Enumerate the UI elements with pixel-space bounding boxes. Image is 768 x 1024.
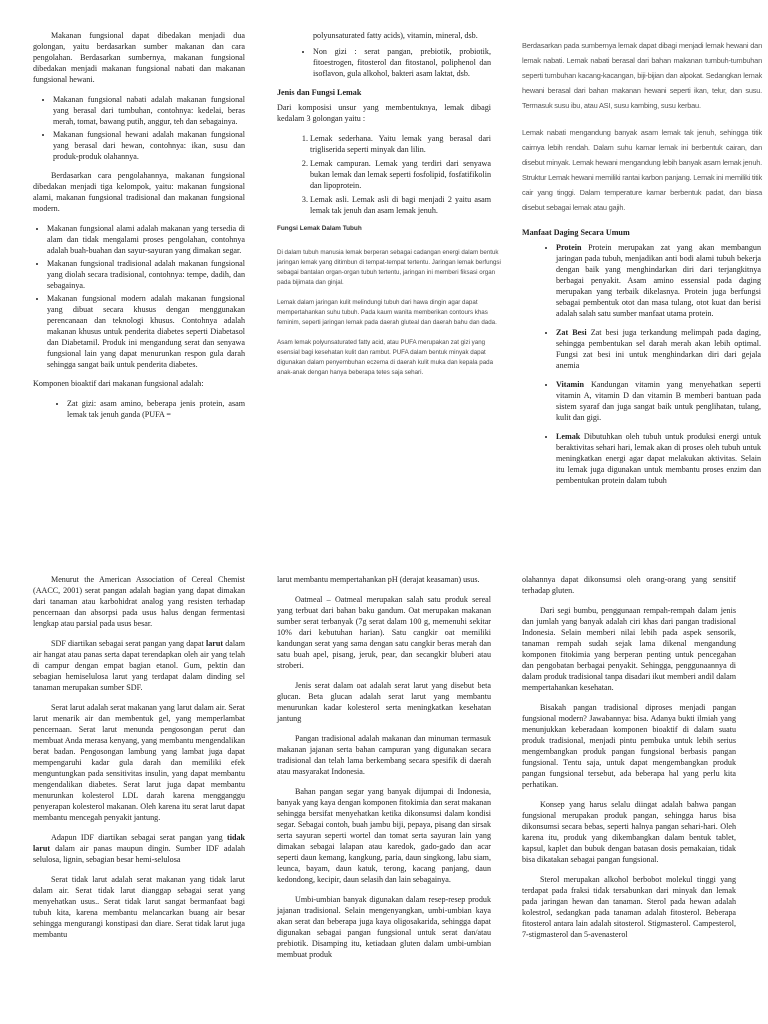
text-run: dalam air panas maupun dingin. Sumber IDF adalah selulosa, lignin, sebagian besar hemi-selulosa xyxy=(33,844,245,864)
scan-paragraph: Di dalam tubuh manusia lemak berperan sebagai cadangan energi dalam bentuk jaringan lemak yang ditimbun di tempat-tempat tertentu. Jaringan lemak berfungsi sebagai bantalan organ-organ tubuh tertentu, jaringan ini memberi fiksasi organ pada bijimata dan ginjal. xyxy=(277,249,501,286)
paragraph: Umbi-umbian banyak digunakan dalam resep-resep produk jajanan tradisional. Selain mengenyangkan, umbi-umbian kaya akan serat dan beberapa juga kaya oligosakarida, sehingga dapat digunakan sebagai pangan fungsional untuk serat dan/atau prebiotik. Disamping itu, ketiadaan gluten dalam umbi-umbian membuat produk xyxy=(277,895,491,959)
paragraph: Bisakah pangan tradisional diproses menjadi pangan fungsional modern? Jawabannya: bisa. Adanya bukti ilmiah yang menunjukkan keberadaan komponen bioaktif di dalam suatu produk tradisional, menjadi pintu pembuka untuk lebih serius mengembangkan produk pangan fungsional berbasis pangan fungsional. Tentu saja, untuk dapat mengembangkan produk pangan fungsional tersebut, ada beberapa hal yang perlu kita perhatikan. xyxy=(522,703,736,789)
list-item: • Non gizi : serat pangan, prebiotik, probiotik, fitoestrogen, fitosterol dan fitostanol, poliphenol dan isoflavon, gula alkohol, bakteri asam laktat, dsb. xyxy=(313,46,491,79)
text-run: SDF diartikan sebagai serat pangan yang dapat xyxy=(51,639,206,648)
paragraph: Komponen bioaktif dari makanan fungsional adalah: xyxy=(33,379,204,388)
list-item: • Makanan fungsional modern adalah makanan fungsional yang dibuat secara khusus dengan menggunakan perencanaan dan teknologi khusus. Contohnya adalah makanan khusus untuk penderita diabetes seperti Diabetasol dan Diabetamil. Produk ini mengandung serat dan senyawa fungsional lain yang dapat menurunkan respon gula darah sehingga sangat baik untuk penderita diabetes. xyxy=(47,293,245,370)
bullet-list xyxy=(33,94,245,162)
scan-title: Fungsi Lemak Dalam Tubuh xyxy=(277,225,362,232)
paragraph: Makanan fungsional dapat dibedakan menjadi dua golongan, yaitu berdasarkan sumber makanan dan cara pengolahan. Berdasarkan sumbernya, makanan fungsional dibedakan menjadi makanan fungsional nabati dan makanan fungsional hewani. xyxy=(33,31,245,84)
item-text: Kandungan vitamin yang menyehatkan seperti vitamin A, vitamin D dan vitamin B memberi bantuan pada sistem syaraf dan juga sangat baik untuk penglihatan, tulang, kulit dan gigi. xyxy=(556,380,762,422)
bullet-list xyxy=(33,223,245,370)
document-page-bottom xyxy=(0,512,768,1024)
top-column-3 xyxy=(522,38,762,494)
item-term: Protein xyxy=(556,243,582,252)
scan-paragraph: Asam lemak polyunsaturated fatty acid, atau PUFA merupakan zat gizi yang esensial bagi kesehatan kulit dan rambut. PUFA dalam bentuk minyak dapat digunakan dalam penyembuhan eczema di daerah kulit muka dan kepala pada anak-anak dengan hanya beberapa tetes saja sehari. xyxy=(277,339,494,376)
paragraph: Jenis serat dalam oat adalah serat larut yang disebut beta glucan. Beta glucan adalah serat larut yang membantu menurunkan kadar kolesterol serta meningkatkan kesehatan jantung xyxy=(277,681,491,723)
scanned-excerpt xyxy=(277,224,509,378)
text-run: Adapun IDF diartikan sebagai serat pangan yang xyxy=(51,833,227,842)
paragraph: Oatmeal – Oatmeal merupakan salah satu produk sereal yang terbuat dari bahan baku gandum. Oat merupakan makanan sumber serat terbanyak (7g serat dalam 100 g, memenuhi sekitar 10% dari kebutuhan harian). Satu cangkir oat memiliki kandungan serat yang sama dengan satu cangkir beras merah dan satu buah apel, pisang, jeruk, pear, dan secangkir bluberi atau stroberi. xyxy=(277,595,491,670)
emphasis: larut xyxy=(205,639,224,648)
paragraph: Menurut the American Association of Cereal Chemist (AACC, 2001) serat pangan adalah bagian yang dapat dimakan dari tanaman atau karbohidrat analog yang resisten terhadap pencernaan dan absorpsi pada usus halus dengan fermentasi lengkap atau parsial pada usus besar. xyxy=(33,575,245,628)
emphasis: tidak larut xyxy=(33,833,245,853)
item-text: Zat besi juga terkandung melimpah pada daging, sehingga pembentukan sel darah merah akan lebih optimal. Fungsi zat besi ini untuk menghindarkan diri dari gejala anemia xyxy=(556,328,761,370)
bottom-column-2 xyxy=(277,574,491,969)
bottom-column-3 xyxy=(522,574,736,949)
paragraph: Sterol merupakan alkohol berbobot molekul tinggi yang terdapat pada fraksi tidak tersabunkan dari minyak dan lemak pada jaringan hewan dan tanaman. Sterol pada hewan adalah kolestrol, sedangkan pada tanaman adalah fitosterol. Beberapa fitosterol antara lain adalah sitosterol. Stigmasterol. Campesterol, 7-stigmasterol dan 5-avenasterol xyxy=(522,875,736,939)
list-item: • Zat gizi: asam amino, beberapa jenis protein, asam lemak tak jenuh ganda (PUFA = xyxy=(67,398,245,420)
paragraph: Berdasarkan cara pengolahannya, makanan fungsional dibedakan menjadi tiga kelompok, yaitu: makanan fungsional alami, makanan fungsional tradisional dan makanan fungsional modern. xyxy=(33,171,245,213)
list-item: 2. Lemak campuran. Lemak yang terdiri dari senyawa bukan lemak dan lemak seperti fosfolipid, fosfatifikolin dan lipoprotein. xyxy=(310,158,491,191)
numbered-list xyxy=(277,133,491,216)
paragraph: Serat larut adalah serat makanan yang larut dalam air. Serat larut menarik air dan membentuk gel, yang memperlambat pencernaan. Serat larut menunda pengosongan perut dan membuat Anda merasa kenyang, yang membantu mengendalikan berat badan. Pengosongan lambung yang lambat juga dapat mempengaruhi kadar gula darah dan memiliki efek menguntungkan pada sensitivitas insulin, yang dapat membantu mengendalikan diabetes. Serat larut juga dapat membantu menurunkan kolesterol LDL darah karena mengganggu penyerapan kolesterol makanan. Oleh karena itu serat larut dapat membantu mencegah penyakit jantung. xyxy=(33,703,245,822)
top-column-1 xyxy=(33,30,245,428)
paragraph: Serat tidak larut adalah serat makanan yang tidak larut dalam air. Serat tidak larut dianggap sebagai serat yang menyehatkan usus.. Serat tidak larut sangat bermanfaat bagi tubuh kita, karena membantu melancarkan buang air besar sehingga mengurangi konstipasi dan diare. Serat tidak larut juga membantu xyxy=(33,875,245,939)
item-term: Zat Besi xyxy=(556,328,587,337)
list-item xyxy=(556,379,761,423)
scanned-excerpt xyxy=(522,38,762,215)
scan-paragraph: Lemak nabati mengandung banyak asam lemak tak jenuh, sehingga titik cairnya lebih rendah. Dalam suhu kamar lemak ini berbentuk cairan, dan disebut minyak. Lemak hewani mengandung lebih banyak asam lemak jenuh. Struktur Lemak hewani memiliki rantai karbon panjang. Lemak ini memiliki titik cair yang tinggi. Dalam temperature kamar berbentuk padat, dan biasa disebut sebagai lemak atau gajih. xyxy=(522,128,762,212)
list-item xyxy=(556,431,761,486)
section-heading: Manfaat Daging Secara Umum xyxy=(522,228,630,237)
paragraph: Konsep yang harus selalu diingat adalah bahwa pangan fungsional merupakan produk pangan, sehingga harus bisa dikonsumsi secara bebas, seperti halnya pangan sehari-hari. Oleh karena itu, produk yang dikembangkan dalam bentuk tablet, kapsul, kaplet dan bubuk dengan batasan dosis pemakaian, tidak bisa dikatakan sebagai pangan fungsional. xyxy=(522,800,736,864)
list-item: • Makanan fungsional alami adalah makanan yang tersedia di alam dan tidak mengalami proses pengolahan, contohnya adalah buah-buahan dan sayur-sayuran yang dimakan segar. xyxy=(47,223,245,256)
section-heading: Jenis dan Fungsi Lemak xyxy=(277,88,362,97)
item-term: Vitamin xyxy=(556,380,585,389)
item-term: Lemak xyxy=(556,432,581,441)
list-item: • Makanan fungsional nabati adalah makanan fungsional yang berasal dari tumbuhan, contohnya: kedelai, beras merah, tomat, bawang putih, anggur, teh dan sebagainya. xyxy=(53,94,245,127)
paragraph xyxy=(33,638,245,693)
paragraph: Pangan tradisional adalah makanan dan minuman termasuk makanan jajanan serta bahan campuran yang digunakan secara tradisional dan telah lama berkembang secara spesifik di daerah atau masyarakat Indonesia. xyxy=(277,734,491,776)
text-run: dalam air hangat atau panas serta dapat terendapkan oleh air yang telah di campur dengan empat bagian etanol. Gum, pektin dan sebagian hemiselulosa larut yang terdapat dalam dinding sel tanaman merupakan sumber SDF. xyxy=(33,639,245,692)
paragraph: Bahan pangan segar yang banyak dijumpai di Indonesia, banyak yang kaya dengan komponen fitokimia dan serat makanan sehingga bersifat menyehatkan ketika dikonsumsi dalam kondisi segar. Sebagai contoh, buah jambu biji, pepaya, pisang dan sirsak serta sayuran seperti wortel dan tomat serta sayuran lain yang dimakan sebagai lalapan atau karedok, gado-gado dan acar seperti daun kemang, kangkung, paria, daun singkong, labu siam, leunca, bayam, daun katuk, terong, kacang panjang, daun kedondong, kecipir, daun selasih dan lain sebagainya. xyxy=(277,787,491,884)
top-column-2 xyxy=(277,30,501,388)
paragraph: Dari komposisi unsur yang membentuknya, lemak dibagi kedalam 3 golongan yaitu : xyxy=(277,103,491,123)
scan-paragraph: Lemak dalam jaringan kulit melindungi tubuh dari hawa dingin agar dapat mempertahankan suhu tubuh. Pada kaum wanita memberikan contours khas feminim, seperti jaringan lemak pada daerah gluteal dan daerah bahu dan dada. xyxy=(277,299,497,326)
paragraph xyxy=(33,832,245,865)
item-text: Dibutuhkan oleh tubuh untuk produksi energi untuk beraktivitas sehari hari, lemak akan di proses oleh tubuh untuk meningkatkan energi agar dapat melakukan aktivitas. Selain itu lemak juga digunakan untuk membantu proses enzim dan pembentukan protein dalam tubuh xyxy=(556,432,761,485)
item-text: Protein merupakan zat yang akan membangun jaringan pada tubuh, menjadikan anti bodi alami tubuh bekerja dengan baik yang menghindarkan diri dari terjangkitnya berbagai penyakit. Asam amino essensial pada daging merupakan yang terbaik dikelasnya. Protein juga berfungsi sebagai pembentuk otot dan masa tulang, otot kuat dan berisi adalah salah satu sumber manfaat utama protein. xyxy=(556,243,761,318)
bottom-column-1 xyxy=(33,574,245,949)
list-item xyxy=(556,242,761,319)
scan-paragraph: Berdasarkan pada sumbernya lemak dapat dibagi menjadi lemak hewani dan lemak nabati. Lemak nabati berasal dari bahan makanan tumbuh-tumbuhan seperti tumbuhan kacang-kacangan, biji-bijian dan alpokat. Sedangkan lemak hewani berasal dari bahan makanan hewani seperti ikan, telur, dan susu. Termasuk susu ibu, atau ASI, susu kambing, susu kerbau. xyxy=(522,41,762,110)
list-item: 3. Lemak asli. Lemak asli di bagi menjadi 2 yaitu asam lemak tak jenuh dan asam lemak jenuh. xyxy=(310,194,491,216)
list-item: 1. Lemak sederhana. Yaitu lemak yang berasal dari trigliserida seperti minyak dan lilin. xyxy=(310,133,491,155)
list-item: • Makanan fungsional tradisional adalah makanan fungsional yang diolah secara tradisional, contohnya: tempe, dadih, dan sebagainya. xyxy=(47,258,245,291)
paragraph: larut membantu mempertahankan pH (derajat keasaman) usus. xyxy=(277,575,480,584)
list-item: • Makanan fungsional hewani adalah makanan fungsional yang berasal dari hewan, contohnya: ikan, susu dan produk-produk olahannya. xyxy=(53,129,245,162)
bullet-list xyxy=(277,46,491,79)
paragraph: polyunsaturated fatty acids), vitamin, mineral, dsb. xyxy=(313,31,478,40)
list-item xyxy=(556,327,761,371)
paragraph: Dari segi bumbu, penggunaan rempah-rempah dalam jenis dan jumlah yang banyak adalah ciri khas dari pangan tradisional Indonesia. Selain memberi nilai lebih pada aspek sensorik, tanaman rempah sudah sejak lama dikenal mengandung komponen fitokimia yang berperan penting untuk pencegahan dan pengobatan berbagai penyakit. Sehingga, penggunaannya di dalam produk tradisional tanpa disadari ikut memberi andil dalam mempertahankan kesehatan. xyxy=(522,606,736,692)
bullet-list xyxy=(522,242,761,486)
paragraph: olahannya dapat dikonsumsi oleh orang-orang yang sensitif terhadap gluten. xyxy=(522,575,736,595)
bullet-list xyxy=(33,398,245,420)
